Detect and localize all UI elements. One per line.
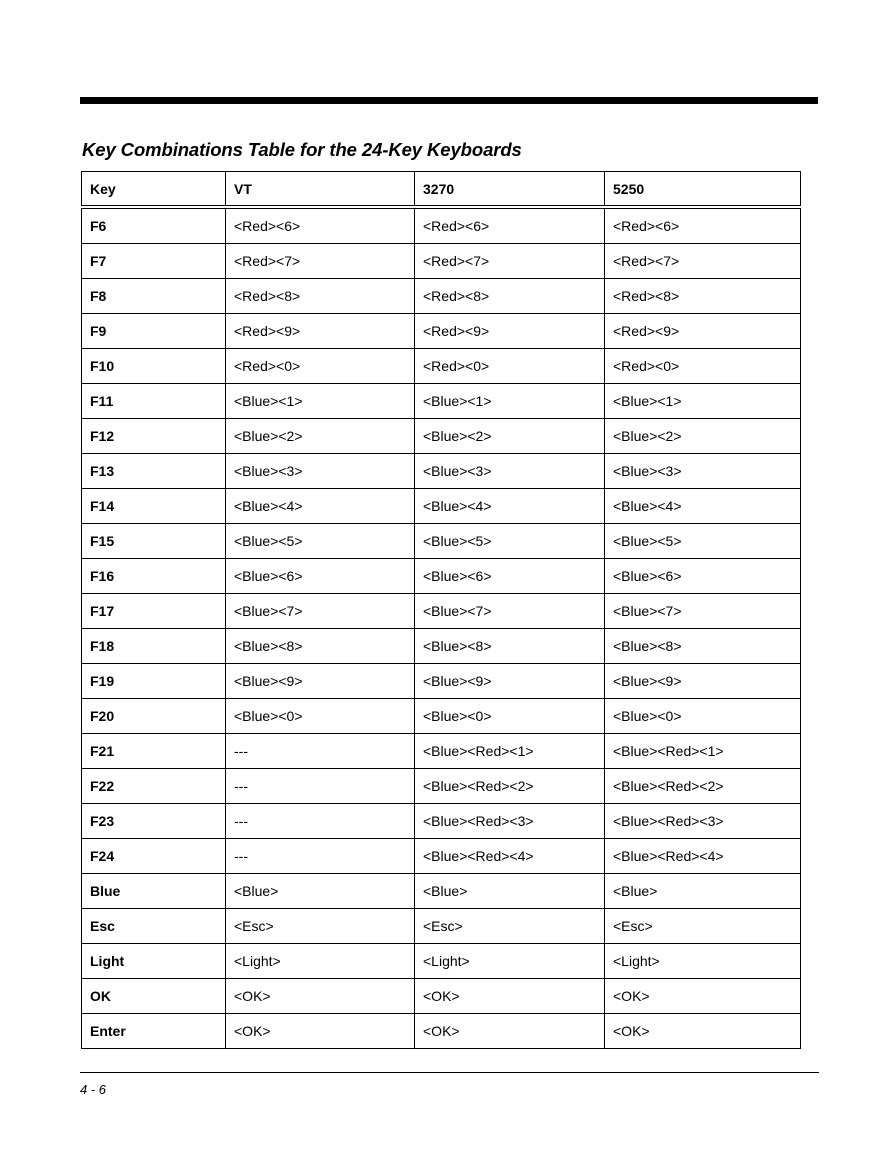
cell-3270: <Red><7> (415, 244, 605, 279)
cell-3270: <Blue><7> (415, 594, 605, 629)
table-row (82, 874, 801, 909)
page-number: 4 - 6 (80, 1082, 107, 1097)
cell-key: Enter (82, 1014, 226, 1049)
cell-3270: <Blue><Red><3> (415, 804, 605, 839)
cell-key: F17 (82, 594, 226, 629)
cell-5250: <Blue><8> (605, 629, 801, 664)
table-row (82, 699, 801, 734)
cell-vt: <Blue><5> (226, 524, 415, 559)
cell-3270: <Blue><8> (415, 629, 605, 664)
cell-3270: <Red><9> (415, 314, 605, 349)
cell-vt: <Blue><1> (226, 384, 415, 419)
cell-3270: <Light> (415, 944, 605, 979)
table-row (82, 349, 801, 384)
cell-5250: <Esc> (605, 909, 801, 944)
cell-5250: <Red><7> (605, 244, 801, 279)
table-row (82, 384, 801, 419)
cell-key: F16 (82, 559, 226, 594)
table-row (82, 594, 801, 629)
cell-5250: <Blue><5> (605, 524, 801, 559)
table-row (82, 207, 801, 244)
cell-3270: <Blue><5> (415, 524, 605, 559)
cell-key: F12 (82, 419, 226, 454)
cell-3270: <Esc> (415, 909, 605, 944)
cell-5250: <Blue><4> (605, 489, 801, 524)
cell-key: F9 (82, 314, 226, 349)
top-rule (80, 97, 818, 104)
cell-3270: <Blue><Red><2> (415, 769, 605, 804)
cell-5250: <Blue><Red><1> (605, 734, 801, 769)
table-row (82, 419, 801, 454)
cell-key: F15 (82, 524, 226, 559)
cell-key: F10 (82, 349, 226, 384)
cell-key: F8 (82, 279, 226, 314)
cell-vt: --- (226, 769, 415, 804)
header-vt: VT (226, 172, 415, 208)
cell-vt: --- (226, 839, 415, 874)
cell-vt: <Red><8> (226, 279, 415, 314)
table-row (82, 454, 801, 489)
cell-key: F11 (82, 384, 226, 419)
table-body (82, 207, 801, 1049)
cell-vt: <Blue><9> (226, 664, 415, 699)
cell-5250: <Blue><0> (605, 699, 801, 734)
cell-vt: <Red><7> (226, 244, 415, 279)
cell-key: F14 (82, 489, 226, 524)
cell-key: OK (82, 979, 226, 1014)
header-3270: 3270 (415, 172, 605, 208)
table-row (82, 279, 801, 314)
cell-5250: <Red><6> (605, 207, 801, 244)
cell-5250: <Red><8> (605, 279, 801, 314)
cell-5250: <Blue><Red><4> (605, 839, 801, 874)
cell-vt: <Blue><4> (226, 489, 415, 524)
cell-3270: <Blue><2> (415, 419, 605, 454)
cell-vt: <Light> (226, 944, 415, 979)
cell-vt: <Red><0> (226, 349, 415, 384)
cell-5250: <Blue><2> (605, 419, 801, 454)
table-row (82, 664, 801, 699)
cell-key: F23 (82, 804, 226, 839)
cell-key: F13 (82, 454, 226, 489)
cell-key: F6 (82, 207, 226, 244)
cell-3270: <Blue><9> (415, 664, 605, 699)
table-row (82, 559, 801, 594)
cell-vt: <Blue><6> (226, 559, 415, 594)
cell-5250: <OK> (605, 979, 801, 1014)
table-row (82, 944, 801, 979)
cell-3270: <Blue><6> (415, 559, 605, 594)
cell-5250: <Red><9> (605, 314, 801, 349)
cell-vt: <OK> (226, 1014, 415, 1049)
cell-key: F19 (82, 664, 226, 699)
page-title: Key Combinations Table for the 24-Key Keyboards (82, 139, 522, 160)
cell-vt: --- (226, 804, 415, 839)
table-row (82, 979, 801, 1014)
cell-3270: <Blue><4> (415, 489, 605, 524)
table-row (82, 769, 801, 804)
cell-key: F7 (82, 244, 226, 279)
cell-5250: <Blue><6> (605, 559, 801, 594)
cell-3270: <Blue> (415, 874, 605, 909)
cell-5250: <Blue><3> (605, 454, 801, 489)
cell-3270: <Red><0> (415, 349, 605, 384)
table-row (82, 1014, 801, 1049)
cell-vt: <Red><9> (226, 314, 415, 349)
cell-3270: <Blue><Red><4> (415, 839, 605, 874)
table-header (82, 172, 801, 208)
cell-5250: <Blue><7> (605, 594, 801, 629)
cell-vt: <Blue><2> (226, 419, 415, 454)
table-row (82, 804, 801, 839)
cell-vt: <OK> (226, 979, 415, 1014)
table-row (82, 909, 801, 944)
cell-5250: <Blue><Red><2> (605, 769, 801, 804)
cell-key: Esc (82, 909, 226, 944)
cell-key: Light (82, 944, 226, 979)
cell-3270: <Blue><1> (415, 384, 605, 419)
table-row (82, 489, 801, 524)
cell-3270: <Blue><0> (415, 699, 605, 734)
cell-vt: <Blue><3> (226, 454, 415, 489)
key-combinations-table (81, 171, 801, 1049)
header-key: Key (82, 172, 226, 208)
cell-vt: <Blue> (226, 874, 415, 909)
cell-key: F20 (82, 699, 226, 734)
table-row (82, 524, 801, 559)
cell-5250: <Light> (605, 944, 801, 979)
cell-vt: --- (226, 734, 415, 769)
cell-5250: <OK> (605, 1014, 801, 1049)
table-row (82, 629, 801, 664)
cell-5250: <Blue><Red><3> (605, 804, 801, 839)
table-header-row (82, 172, 801, 208)
cell-5250: <Blue><9> (605, 664, 801, 699)
bottom-rule (80, 1072, 819, 1073)
header-5250: 5250 (605, 172, 801, 208)
cell-key: F18 (82, 629, 226, 664)
cell-5250: <Red><0> (605, 349, 801, 384)
cell-3270: <Blue><Red><1> (415, 734, 605, 769)
table-row (82, 839, 801, 874)
cell-key: F22 (82, 769, 226, 804)
cell-3270: <Blue><3> (415, 454, 605, 489)
cell-key: Blue (82, 874, 226, 909)
cell-key: F24 (82, 839, 226, 874)
cell-vt: <Blue><7> (226, 594, 415, 629)
cell-vt: <Esc> (226, 909, 415, 944)
table-row (82, 244, 801, 279)
cell-3270: <Red><8> (415, 279, 605, 314)
cell-vt: <Blue><8> (226, 629, 415, 664)
cell-vt: <Red><6> (226, 207, 415, 244)
table-row (82, 734, 801, 769)
cell-5250: <Blue><1> (605, 384, 801, 419)
table-row (82, 314, 801, 349)
cell-5250: <Blue> (605, 874, 801, 909)
cell-3270: <OK> (415, 1014, 605, 1049)
cell-vt: <Blue><0> (226, 699, 415, 734)
cell-3270: <OK> (415, 979, 605, 1014)
cell-3270: <Red><6> (415, 207, 605, 244)
cell-key: F21 (82, 734, 226, 769)
